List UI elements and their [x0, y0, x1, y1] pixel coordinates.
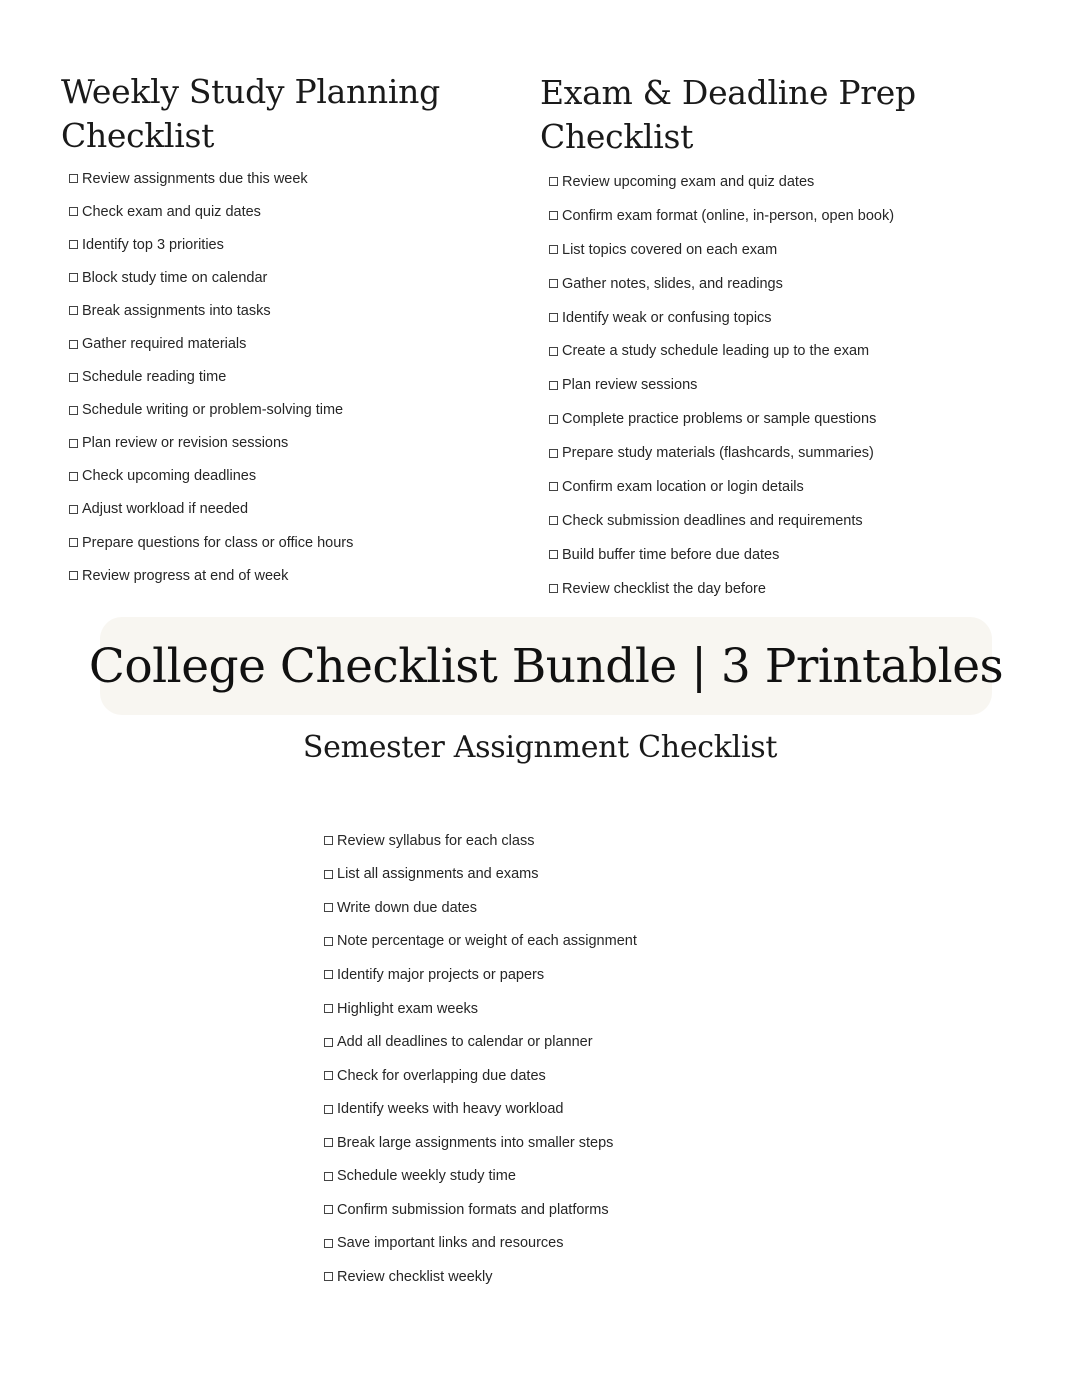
- checklist-item[interactable]: [549, 402, 894, 436]
- checklist-item-label: Add all deadlines to calendar or planner: [337, 1034, 593, 1051]
- checklist-item[interactable]: [324, 858, 637, 892]
- checklist-item-label: Review checklist the day before: [562, 580, 766, 597]
- checklist-item-label: Highlight exam weeks: [337, 1000, 479, 1017]
- checklist-item[interactable]: [69, 195, 353, 228]
- checkbox-icon[interactable]: [549, 584, 558, 593]
- checklist-item[interactable]: [549, 165, 894, 199]
- checkbox-icon[interactable]: [324, 1105, 333, 1114]
- checklist-item-label: Break large assignments into smaller steps: [337, 1134, 614, 1151]
- checklist-item-label: List all assignments and exams: [337, 866, 539, 883]
- checklist-item-label: Plan review or revision sessions: [82, 435, 289, 452]
- checklist-item-label: Confirm submission formats and platforms: [337, 1201, 609, 1218]
- checklist-item-label: Identify weak or confusing topics: [562, 309, 772, 326]
- checklist-item[interactable]: [549, 368, 894, 402]
- checkbox-icon[interactable]: [69, 472, 78, 481]
- checklist-item-label: Identify top 3 priorities: [82, 236, 224, 253]
- checkbox-icon[interactable]: [324, 1172, 333, 1181]
- checklist-item-label: Build buffer time before due dates: [562, 546, 780, 563]
- checklist-item[interactable]: [69, 427, 353, 460]
- checkbox-icon[interactable]: [324, 937, 333, 946]
- checklist-item[interactable]: [69, 526, 353, 559]
- checkbox-icon[interactable]: [69, 538, 78, 547]
- checklist-item-label: Schedule writing or problem-solving time: [82, 402, 344, 419]
- checklist-item[interactable]: [549, 301, 894, 335]
- checklist-item-label: Save important links and resources: [337, 1235, 564, 1252]
- checklist-item-label: Review checklist weekly: [337, 1268, 493, 1285]
- checkbox-icon[interactable]: [549, 313, 558, 322]
- checklist-item[interactable]: [69, 559, 353, 592]
- exam-deadline-prep-title: Exam & Deadline Prep Checklist: [540, 73, 916, 156]
- checklist-item[interactable]: [324, 1059, 637, 1093]
- checklist-item[interactable]: [324, 992, 637, 1026]
- checkbox-icon[interactable]: [549, 550, 558, 559]
- checklist-item-label: Prepare study materials (flashcards, summaries): [562, 445, 874, 462]
- checklist-item[interactable]: [549, 538, 894, 572]
- weekly-checklist: [69, 162, 353, 592]
- checklist-item[interactable]: [69, 394, 353, 427]
- checklist-item-label: Identify weeks with heavy workload: [337, 1101, 564, 1118]
- checklist-item[interactable]: [324, 1260, 637, 1294]
- checklist-item[interactable]: [549, 572, 894, 606]
- checkbox-icon[interactable]: [324, 1272, 333, 1281]
- checklist-item[interactable]: [69, 261, 353, 294]
- checkbox-icon[interactable]: [324, 903, 333, 912]
- bundle-title: College Checklist Bundle | 3 Printables: [88, 638, 1004, 694]
- checklist-item[interactable]: [69, 294, 353, 327]
- checkbox-icon[interactable]: [69, 406, 78, 415]
- checklist-item[interactable]: [324, 1193, 637, 1227]
- semester-assignment-title: Semester Assignment Checklist: [302, 730, 778, 765]
- checkbox-icon[interactable]: [549, 449, 558, 458]
- checkbox-icon[interactable]: [69, 207, 78, 216]
- checklist-item-label: Block study time on calendar: [82, 269, 268, 286]
- checklist-item-label: Confirm exam location or login details: [562, 478, 804, 495]
- checkbox-icon[interactable]: [549, 482, 558, 491]
- checklist-item[interactable]: [324, 824, 637, 858]
- checkbox-icon[interactable]: [69, 439, 78, 448]
- checklist-item[interactable]: [549, 233, 894, 267]
- checkbox-icon[interactable]: [549, 381, 558, 390]
- weekly-study-planning-title: Weekly Study Planning Checklist: [61, 72, 440, 155]
- checkbox-icon[interactable]: [69, 174, 78, 183]
- checklist-item[interactable]: [324, 958, 637, 992]
- checklist-item[interactable]: [549, 436, 894, 470]
- checklist-item[interactable]: [69, 460, 353, 493]
- checkbox-icon[interactable]: [69, 340, 78, 349]
- checklist-item-label: Complete practice problems or sample questions: [562, 411, 877, 428]
- checklist-item-label: Review progress at end of week: [82, 567, 289, 584]
- checklist-item-label: Check exam and quiz dates: [82, 203, 261, 220]
- checkbox-icon[interactable]: [549, 516, 558, 525]
- checklist-item[interactable]: [324, 1227, 637, 1261]
- checkbox-icon[interactable]: [549, 245, 558, 254]
- checkbox-icon[interactable]: [324, 1004, 333, 1013]
- checkbox-icon[interactable]: [324, 836, 333, 845]
- checkbox-icon[interactable]: [69, 306, 78, 315]
- checkbox-icon[interactable]: [324, 870, 333, 879]
- checklist-item-label: Check submission deadlines and requirements: [562, 512, 863, 529]
- checklist-item-label: Identify major projects or papers: [337, 966, 545, 983]
- checklist-item[interactable]: [549, 199, 894, 233]
- checkbox-icon[interactable]: [549, 211, 558, 220]
- checklist-item[interactable]: [324, 1126, 637, 1160]
- checkbox-icon[interactable]: [324, 1205, 333, 1214]
- checkbox-icon[interactable]: [549, 415, 558, 424]
- checkbox-icon[interactable]: [69, 505, 78, 514]
- checklist-item[interactable]: [69, 162, 353, 195]
- checklist-item[interactable]: [324, 1159, 637, 1193]
- checkbox-icon[interactable]: [549, 279, 558, 288]
- checklist-item[interactable]: [324, 1092, 637, 1126]
- checklist-item-label: Review upcoming exam and quiz dates: [562, 173, 815, 190]
- checkbox-icon[interactable]: [324, 1038, 333, 1047]
- checkbox-icon[interactable]: [69, 273, 78, 282]
- checklist-item-label: Plan review sessions: [562, 377, 698, 394]
- checkbox-icon[interactable]: [69, 571, 78, 580]
- checklist-item[interactable]: [69, 327, 353, 360]
- checkbox-icon[interactable]: [324, 1138, 333, 1147]
- checklist-item[interactable]: [549, 267, 894, 301]
- checklist-item[interactable]: [69, 228, 353, 261]
- checklist-item[interactable]: [549, 470, 894, 504]
- checkbox-icon[interactable]: [549, 347, 558, 356]
- checklist-item[interactable]: [69, 361, 353, 394]
- checklist-item-label: Schedule reading time: [82, 369, 227, 386]
- checklist-item[interactable]: [324, 925, 637, 959]
- checklist-item-label: Check for overlapping due dates: [337, 1067, 546, 1084]
- checklist-item-label: Confirm exam format (online, in-person, open book): [562, 207, 895, 224]
- checkbox-icon[interactable]: [69, 240, 78, 249]
- checkbox-icon[interactable]: [549, 177, 558, 186]
- checklist-item-label: Prepare questions for class or office hours: [82, 534, 354, 551]
- checkbox-icon[interactable]: [69, 373, 78, 382]
- checklist-item-label: Adjust workload if needed: [82, 501, 249, 518]
- semester-checklist: [324, 824, 637, 1294]
- checklist-item-label: Write down due dates: [337, 899, 477, 916]
- checklist-item-label: Create a study schedule leading up to the exam: [562, 343, 870, 360]
- checkbox-icon[interactable]: [324, 970, 333, 979]
- bundle-banner: [88, 617, 1004, 715]
- checklist-item-label: Review assignments due this week: [82, 170, 308, 187]
- checklist-item[interactable]: [324, 1025, 637, 1059]
- checkbox-icon[interactable]: [324, 1239, 333, 1248]
- exam-checklist: [549, 165, 894, 606]
- checklist-item-label: Gather notes, slides, and readings: [562, 275, 783, 292]
- checklist-item[interactable]: [324, 891, 637, 925]
- checklist-item-label: Check upcoming deadlines: [82, 468, 257, 485]
- checklist-item[interactable]: [549, 504, 894, 538]
- checklist-item-label: Review syllabus for each class: [337, 832, 535, 849]
- checklist-item-label: Note percentage or weight of each assignment: [337, 933, 637, 950]
- checklist-item-label: List topics covered on each exam: [562, 241, 778, 258]
- checklist-item[interactable]: [549, 334, 894, 368]
- checklist-item[interactable]: [69, 493, 353, 526]
- checklist-item-label: Gather required materials: [82, 336, 247, 353]
- checklist-item-label: Break assignments into tasks: [82, 302, 271, 319]
- checkbox-icon[interactable]: [324, 1071, 333, 1080]
- checklist-item-label: Schedule weekly study time: [337, 1168, 516, 1185]
